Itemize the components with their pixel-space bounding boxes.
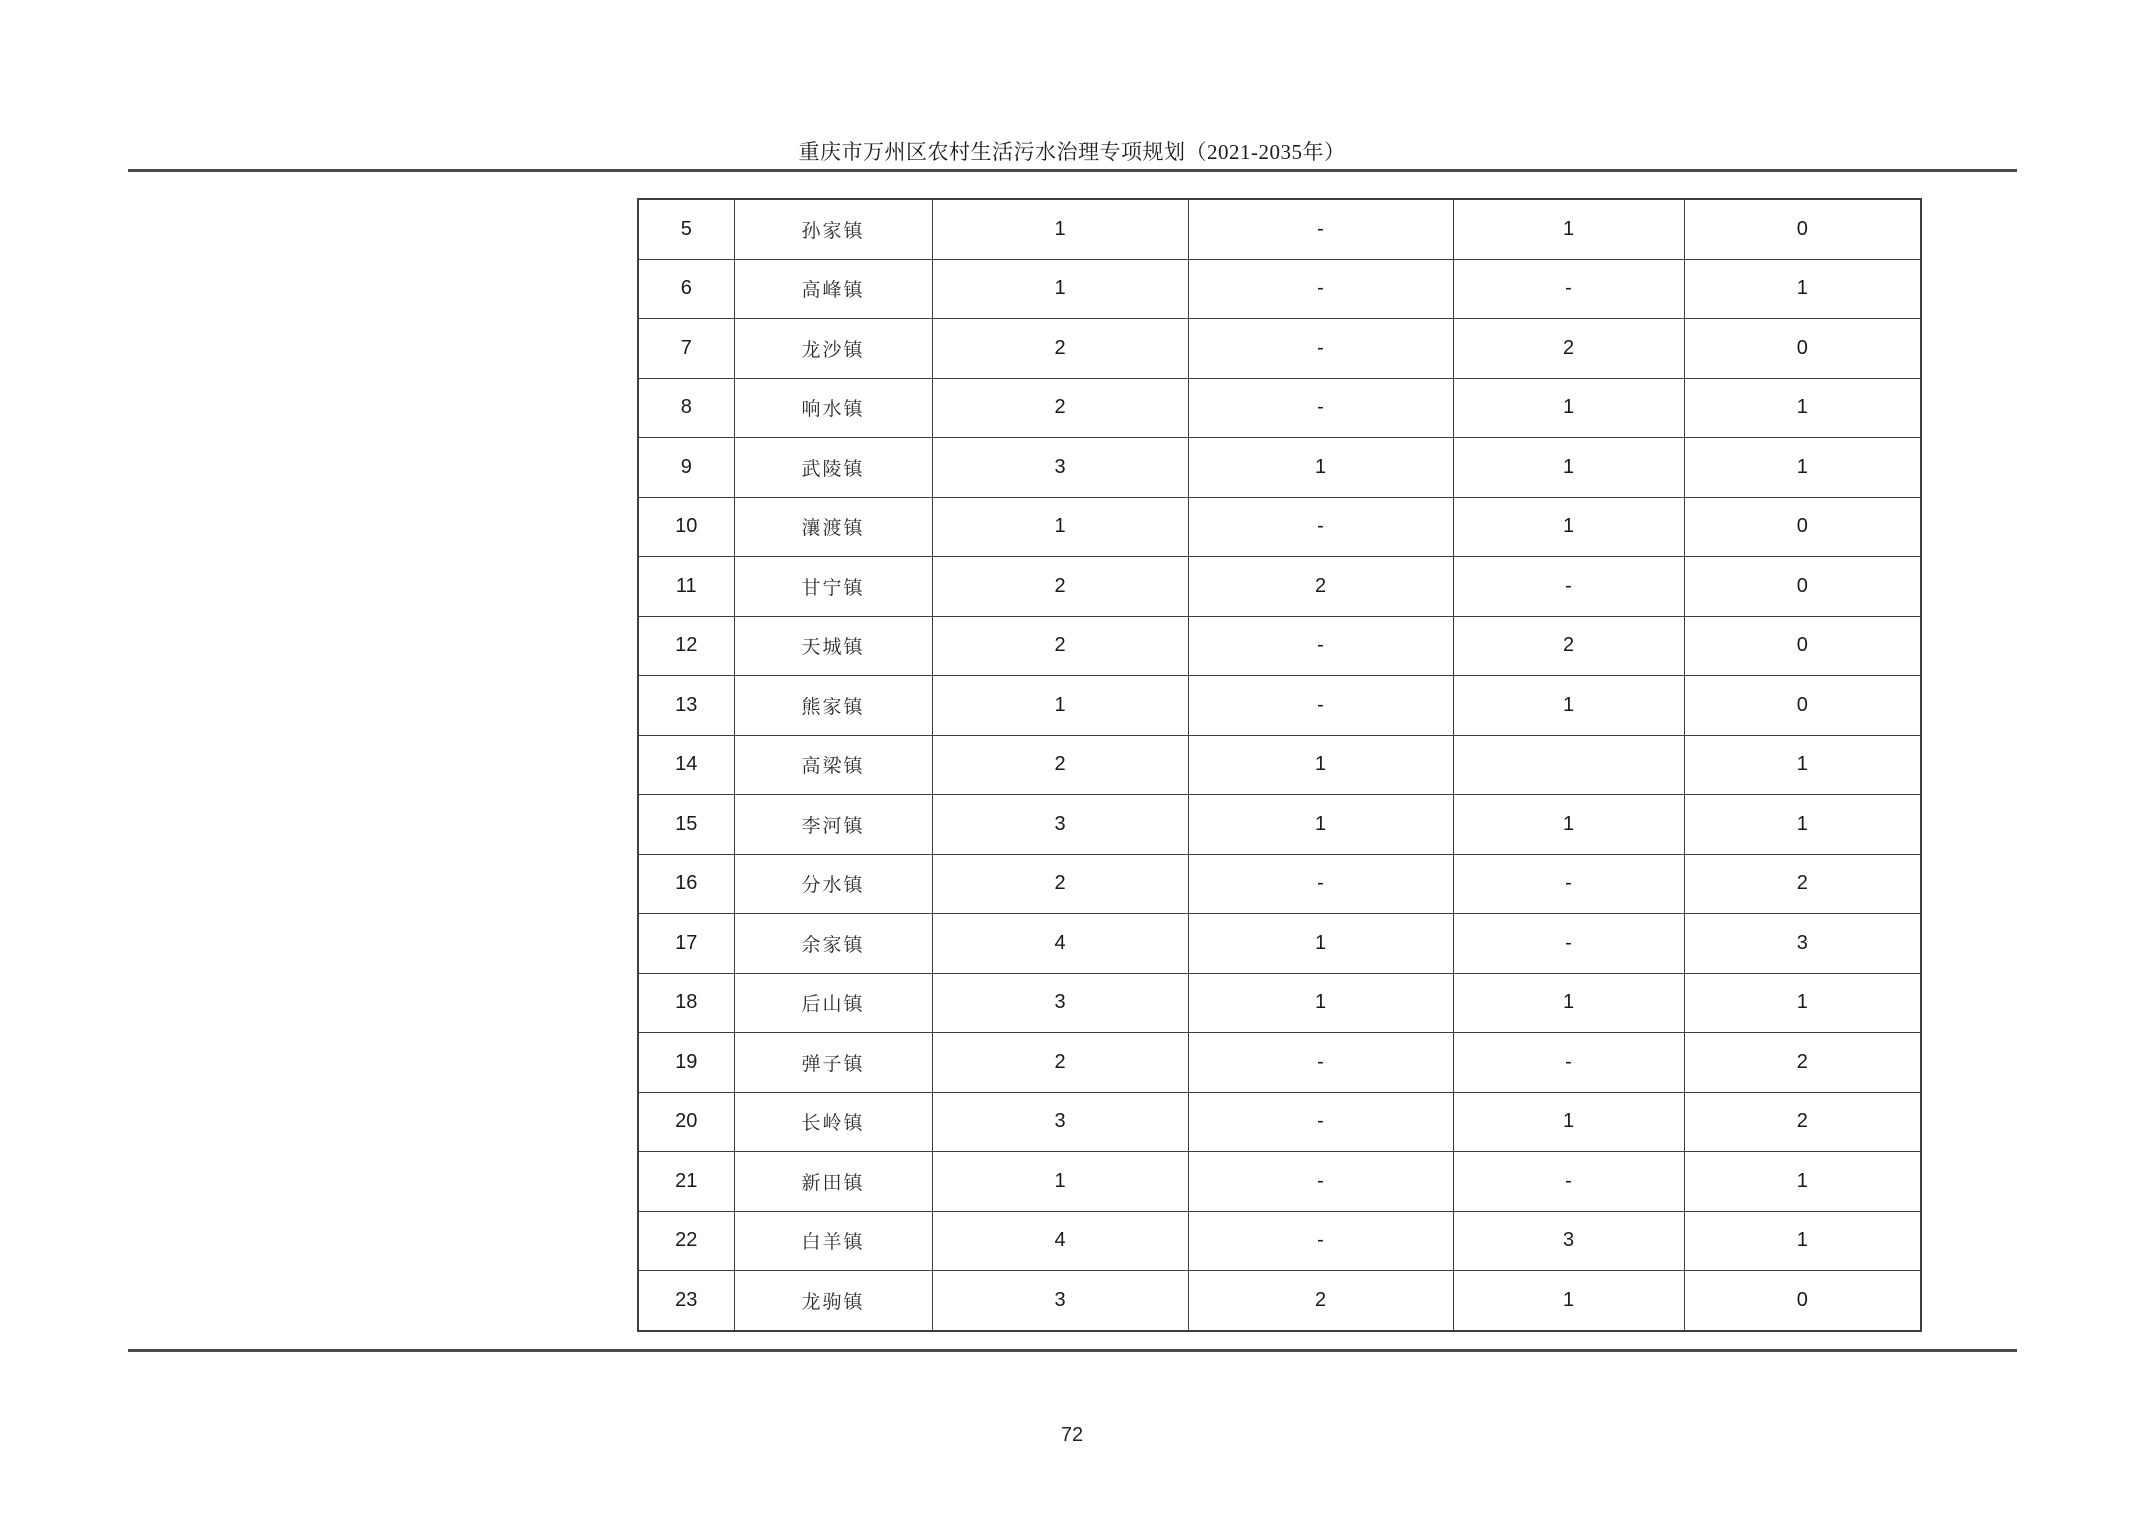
row-number-cell: 7 — [638, 319, 734, 379]
value-cell: 1 — [932, 1152, 1188, 1212]
row-number-cell: 21 — [638, 1152, 734, 1212]
value-cell: 2 — [1684, 854, 1921, 914]
value-cell: 1 — [932, 497, 1188, 557]
town-name-cell: 孙家镇 — [734, 199, 932, 259]
value-cell: 2 — [932, 378, 1188, 438]
table-row — [638, 914, 1921, 974]
table-row — [638, 1092, 1921, 1152]
town-name-cell: 瀼渡镇 — [734, 497, 932, 557]
value-cell: 3 — [932, 795, 1188, 855]
value-cell: - — [1188, 1211, 1453, 1271]
value-cell: 2 — [932, 319, 1188, 379]
value-cell: - — [1188, 259, 1453, 319]
value-cell: 1 — [1188, 735, 1453, 795]
row-number-cell: 23 — [638, 1271, 734, 1331]
towns-facilities-table — [637, 198, 1922, 1332]
table-row — [638, 616, 1921, 676]
table-row — [638, 795, 1921, 855]
table-row — [638, 497, 1921, 557]
town-name-cell: 长岭镇 — [734, 1092, 932, 1152]
table-row — [638, 973, 1921, 1033]
value-cell: 1 — [1684, 1152, 1921, 1212]
value-cell: 0 — [1684, 1271, 1921, 1331]
footer-rule — [128, 1349, 2017, 1352]
value-cell: 1 — [1684, 973, 1921, 1033]
value-cell: - — [1188, 378, 1453, 438]
value-cell: 1 — [1684, 795, 1921, 855]
row-number-cell: 13 — [638, 676, 734, 736]
value-cell: 0 — [1684, 199, 1921, 259]
town-name-cell: 白羊镇 — [734, 1211, 932, 1271]
town-name-cell: 高峰镇 — [734, 259, 932, 319]
value-cell: 2 — [932, 854, 1188, 914]
value-cell: 0 — [1684, 319, 1921, 379]
value-cell: 1 — [1453, 676, 1684, 736]
value-cell: 0 — [1684, 616, 1921, 676]
town-name-cell: 李河镇 — [734, 795, 932, 855]
row-number-cell: 6 — [638, 259, 734, 319]
value-cell: 1 — [1453, 378, 1684, 438]
value-cell: 1 — [1453, 1092, 1684, 1152]
value-cell: 1 — [1684, 378, 1921, 438]
table-row — [638, 378, 1921, 438]
page-number: 72 — [1060, 1424, 1084, 1446]
table-row — [638, 1211, 1921, 1271]
value-cell: - — [1188, 1033, 1453, 1093]
table-row — [638, 1033, 1921, 1093]
value-cell: 2 — [1684, 1033, 1921, 1093]
value-cell: 1 — [1453, 1271, 1684, 1331]
table-row — [638, 438, 1921, 498]
value-cell: 3 — [932, 1092, 1188, 1152]
value-cell: 0 — [1684, 676, 1921, 736]
value-cell: - — [1453, 557, 1684, 617]
table-row — [638, 735, 1921, 795]
value-cell: - — [1453, 1033, 1684, 1093]
value-cell: - — [1188, 676, 1453, 736]
town-name-cell: 龙驹镇 — [734, 1271, 932, 1331]
town-name-cell: 龙沙镇 — [734, 319, 932, 379]
value-cell: 1 — [1188, 438, 1453, 498]
town-name-cell: 熊家镇 — [734, 676, 932, 736]
town-name-cell: 高梁镇 — [734, 735, 932, 795]
town-name-cell: 响水镇 — [734, 378, 932, 438]
value-cell: - — [1453, 259, 1684, 319]
town-name-cell: 武陵镇 — [734, 438, 932, 498]
town-name-cell: 分水镇 — [734, 854, 932, 914]
value-cell: 2 — [1188, 557, 1453, 617]
value-cell: - — [1188, 319, 1453, 379]
value-cell: 1 — [932, 199, 1188, 259]
table-body — [638, 199, 1921, 1331]
town-name-cell: 弹子镇 — [734, 1033, 932, 1093]
header-rule — [128, 169, 2017, 172]
value-cell: - — [1188, 1092, 1453, 1152]
row-number-cell: 19 — [638, 1033, 734, 1093]
row-number-cell: 8 — [638, 378, 734, 438]
value-cell: 1 — [1188, 795, 1453, 855]
value-cell: 1 — [932, 676, 1188, 736]
value-cell: 2 — [932, 1033, 1188, 1093]
value-cell: 1 — [1453, 438, 1684, 498]
table-row — [638, 259, 1921, 319]
value-cell: 4 — [932, 914, 1188, 974]
value-cell: 2 — [932, 557, 1188, 617]
value-cell: 3 — [932, 438, 1188, 498]
table-row — [638, 319, 1921, 379]
value-cell: 1 — [1453, 973, 1684, 1033]
value-cell: 2 — [932, 616, 1188, 676]
value-cell: 1 — [1684, 259, 1921, 319]
value-cell: 0 — [1684, 557, 1921, 617]
value-cell: 1 — [1453, 497, 1684, 557]
value-cell: - — [1188, 199, 1453, 259]
table-row — [638, 854, 1921, 914]
row-number-cell: 9 — [638, 438, 734, 498]
row-number-cell: 22 — [638, 1211, 734, 1271]
value-cell: 1 — [1684, 438, 1921, 498]
town-name-cell: 甘宁镇 — [734, 557, 932, 617]
value-cell: - — [1453, 1152, 1684, 1212]
value-cell: 3 — [1453, 1211, 1684, 1271]
value-cell: 1 — [1453, 199, 1684, 259]
value-cell: 2 — [1453, 616, 1684, 676]
value-cell: 2 — [1684, 1092, 1921, 1152]
value-cell: 0 — [1684, 497, 1921, 557]
value-cell: - — [1453, 854, 1684, 914]
row-number-cell: 17 — [638, 914, 734, 974]
value-cell: 2 — [1188, 1271, 1453, 1331]
value-cell: 2 — [932, 735, 1188, 795]
value-cell: 3 — [932, 973, 1188, 1033]
town-name-cell: 余家镇 — [734, 914, 932, 974]
row-number-cell: 5 — [638, 199, 734, 259]
value-cell: 1 — [1684, 735, 1921, 795]
value-cell: 1 — [1188, 914, 1453, 974]
value-cell: - — [1188, 497, 1453, 557]
table-row — [638, 676, 1921, 736]
row-number-cell: 14 — [638, 735, 734, 795]
value-cell: 1 — [932, 259, 1188, 319]
row-number-cell: 11 — [638, 557, 734, 617]
row-number-cell: 10 — [638, 497, 734, 557]
value-cell: - — [1188, 854, 1453, 914]
value-cell: - — [1188, 1152, 1453, 1212]
town-name-cell: 新田镇 — [734, 1152, 932, 1212]
table-row — [638, 1152, 1921, 1212]
value-cell: 1 — [1684, 1211, 1921, 1271]
row-number-cell: 15 — [638, 795, 734, 855]
row-number-cell: 18 — [638, 973, 734, 1033]
row-number-cell: 20 — [638, 1092, 734, 1152]
row-number-cell: 16 — [638, 854, 734, 914]
town-name-cell: 后山镇 — [734, 973, 932, 1033]
row-number-cell: 12 — [638, 616, 734, 676]
table-row — [638, 199, 1921, 259]
town-name-cell: 天城镇 — [734, 616, 932, 676]
value-cell — [1453, 735, 1684, 795]
value-cell: - — [1188, 616, 1453, 676]
value-cell: 4 — [932, 1211, 1188, 1271]
table-row — [638, 1271, 1921, 1331]
document-header-title: 重庆市万州区农村生活污水治理专项规划（2021-2035年） — [798, 140, 1346, 164]
value-cell: 3 — [1684, 914, 1921, 974]
value-cell: 1 — [1188, 973, 1453, 1033]
value-cell: - — [1453, 914, 1684, 974]
table-row — [638, 557, 1921, 617]
value-cell: 2 — [1453, 319, 1684, 379]
value-cell: 3 — [932, 1271, 1188, 1331]
value-cell: 1 — [1453, 795, 1684, 855]
